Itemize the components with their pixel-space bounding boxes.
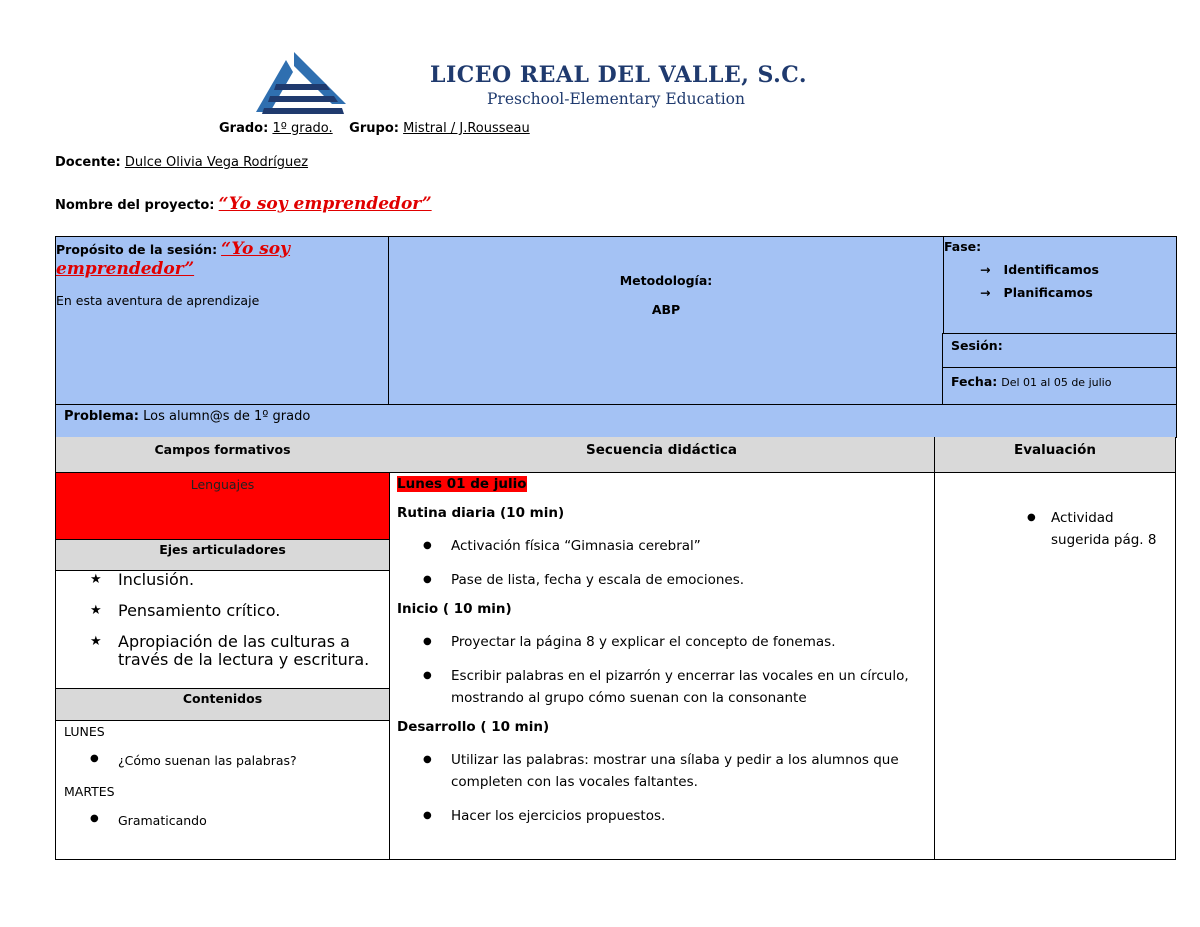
bullet-icon: ● [423,670,432,681]
section-list [389,749,934,827]
bullet-icon: ● [423,574,432,585]
bullet-icon: ● [423,810,432,821]
problema-value: Los alumn@s de 1º grado [143,409,311,424]
section-title: Rutina diaria (10 min) [397,505,565,521]
sequence-column [389,473,935,860]
proyecto-label: Nombre del proyecto: [55,198,215,213]
top-grid [55,236,1176,473]
eje-item: ★ Pensamiento crítico. [90,601,281,620]
fase-item: → Identificamos [980,262,1099,277]
day-label: LUNES [64,724,105,739]
proposito-value: “Yo soy emprendedor” [56,239,291,279]
bullet-icon: ● [423,754,432,765]
lenguajes-label: Lenguajes [190,477,255,492]
fase-item: → Planificamos [980,285,1093,300]
grado-line [219,121,530,136]
problema-label: Problema: [64,409,139,424]
sesion-label: Sesión: [951,338,1003,353]
proposito-label: Propósito de la sesión: [56,242,218,257]
left-column [55,473,390,860]
sequence-item: ● Escribir palabras en el pizarrón y encerrar las vocales en un círculo, mostrando al grupo cómo suenan con la consonante [389,665,934,709]
contenido-item: ● Gramaticando [90,813,207,828]
metodologia-label: Metodología: [619,273,713,288]
school-name: LICEO REAL DEL VALLE, S.C. [430,62,808,88]
proposito-text: En esta aventura de aprendizaje [56,293,260,308]
ejes-list [56,571,389,669]
campos-header: Campos formativos [55,437,390,473]
bullet-icon: ● [1027,512,1036,523]
proyecto-value: “Yo soy emprendedor” [218,194,432,214]
fase-label: Fase: [944,239,982,254]
evaluation-column [935,473,1176,860]
grupo-label: Grupo: [349,121,399,136]
sequence-day: Lunes 01 de julio [397,476,527,492]
fecha-label: Fecha: [951,374,998,389]
grado-label: Grado: [219,121,269,136]
section-title: Desarrollo ( 10 min) [397,719,550,735]
sequence-item: ● Pase de lista, fecha y escala de emociones. [389,569,934,591]
bullet-icon: ● [90,813,99,824]
sequence-item: ● Proyectar la página 8 y explicar el concepto de fonemas. [389,631,934,653]
section-list [389,535,934,591]
eje-item: ★ Inclusión. [90,570,195,589]
evaluacion-header: Evaluación [935,437,1176,473]
lenguajes-cell [56,473,389,540]
docente-line [55,155,308,170]
fecha-value: Del 01 al 05 de julio [1001,376,1112,389]
sequence-item: ● Hacer los ejercicios propuestos. [389,805,934,827]
bullet-icon: ● [423,636,432,647]
arrow-icon: → [980,285,991,300]
school-subtitle: Preschool-Elementary Education [487,90,745,108]
grupo-value: Mistral / J.Rousseau [403,121,530,136]
problema-row [55,404,1177,438]
metodologia-value: ABP [651,302,681,317]
star-icon: ★ [90,634,102,649]
bullet-icon: ● [90,753,99,764]
bullet-icon: ● [423,540,432,551]
contenidos-cell [56,721,389,828]
star-icon: ★ [90,572,102,587]
sequence-item: ● Utilizar las palabras: mostrar una sílaba y pedir a los alumnos que completen con las vocales faltantes. [389,749,934,793]
arrow-icon: → [980,262,991,277]
contenidos-header: Contenidos [56,689,389,721]
proyecto-line [55,194,432,214]
eje-item: ★ Apropiación de las culturas a través de la lectura y escritura. [90,632,370,669]
section-list [389,631,934,709]
sesion-cell [942,333,1177,368]
body-grid [55,473,1176,860]
contenido-item: ● ¿Cómo suenan las palabras? [90,753,297,768]
fecha-cell [942,367,1177,405]
sequence-item: ● Activación física “Gimnasia cerebral” [389,535,934,557]
day-label: MARTES [64,784,115,799]
star-icon: ★ [90,603,102,618]
school-logo [246,52,346,118]
docente-label: Docente: [55,155,121,170]
docente-value: Dulce Olivia Vega Rodríguez [124,155,309,170]
secuencia-header: Secuencia didáctica [389,437,935,473]
ejes-header: Ejes articuladores [56,540,389,571]
section-title: Inicio ( 10 min) [397,601,512,617]
evaluation-item: ● Actividad sugerida pág. 8 [935,507,1175,551]
ejes-cell [56,571,389,689]
grado-value: 1º grado. [272,121,333,136]
